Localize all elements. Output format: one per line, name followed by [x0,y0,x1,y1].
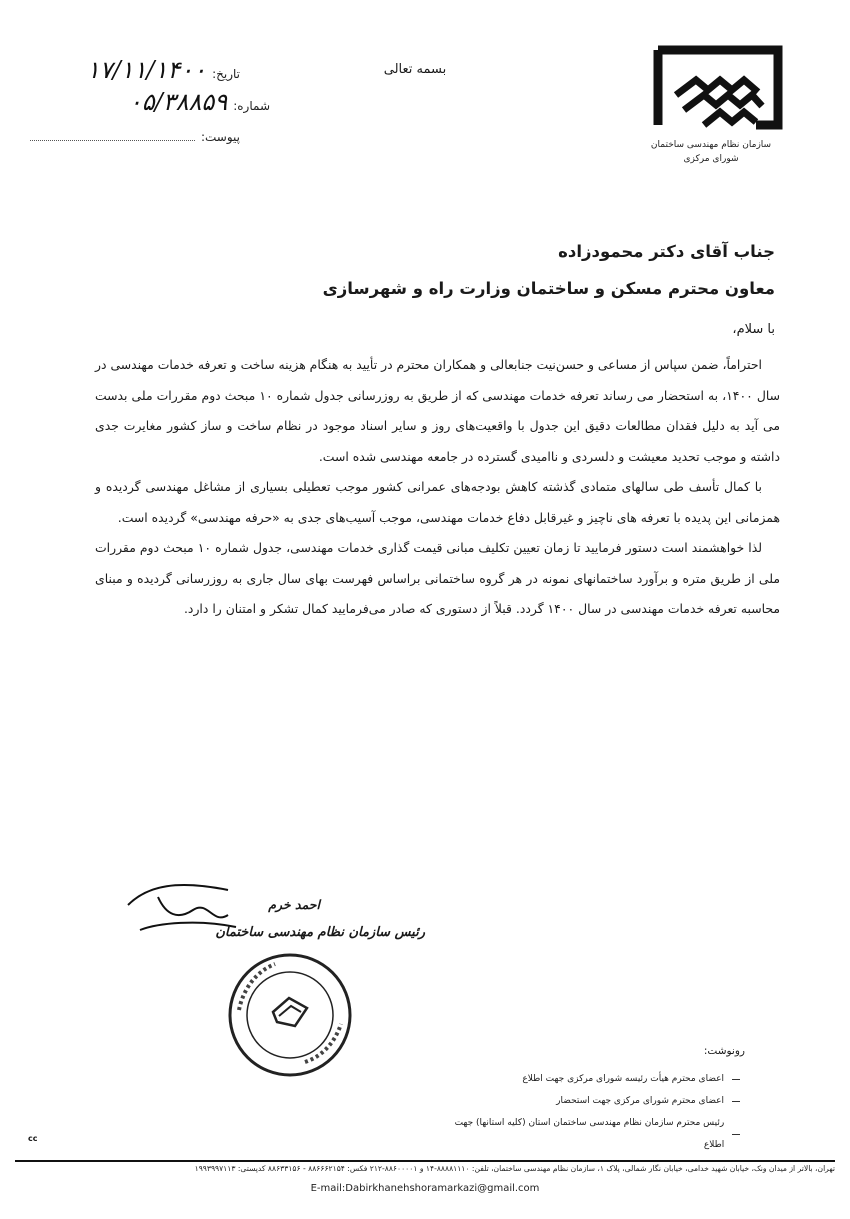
dash [732,1134,740,1135]
cc-list [440,1068,740,1156]
number-value: ۰۵/۳۸۸۵۹ [128,88,228,116]
number-label: شماره: [233,99,270,113]
paragraph: لذا خواهشمند است دستور فرمایید تا زمان تعیین تکلیف مبانی قیمت گذاری خدمات مهندسی، جدول شماره ۱۰ مبحث دوم مقررات ملی از طریق متره و برآورد ساختمانهای نمونه در هر گروه ساختمانی براساس فهرست بهای سال جاری به روزرسانی گردیده و مبنای محاسبه تعرفه خدمات مهندسی در سال ۱۴۰۰ گردد. قبلاً از دستوری که صادر می‌فرمایید کمال تشکر و امتنان را دارد. [95,540,780,616]
footer-address: تهران، بالاتر از میدان ونک، خیابان شهید خدامی، خیابان نگار شمالی، پلاک ۱، سازمان نظام مهندسی ساختمان، تلفن: ۸۸۸۸۱۱۱۰-۱۴ و ۸۸۶۰۰۰۰۱-۲۱۲ فکس: ۸۸۶۶۶۲۱۵۴ - ۸۸۶۳۳۱۵۶ کدپستی: ۱۹۹۳۹۹۷۱۱۳ [194,1164,835,1173]
recipient-name: جناب آقای دکتر محمودزاده [558,242,775,261]
attachment-field [30,130,240,144]
copy-mark: cc [28,1134,38,1143]
paragraph: با کمال تأسف طی سالهای متمادی گذشته کاهش بودجه‌های عمرانی کشور موجب تعطیلی بسیاری از مشاغل مهندسی گردیده و همزمانی این پدیده با تعرفه های ناچیز و غیرقابل دفاع خدمات مهندسی، موجب آسیب‌های جدی به «حرفه مهندسی» گردیده است. [95,479,780,525]
attachment-line [30,130,195,141]
basmala: بسمه تعالی [383,62,447,77]
cc-item: اعضای محترم شورای مرکزی جهت استحضار [440,1090,740,1112]
cc-item: رئیس محترم سازمان نظام مهندسی ساختمان استان (کلیه استانها) جهت اطلاع [440,1112,740,1156]
signer-name: احمد خرم [268,897,320,912]
organization-logo [648,40,788,190]
org-subname: شورای مرکزی [683,154,739,164]
salutation: با سلام، [732,322,775,337]
footer-divider [15,1160,835,1162]
dash [732,1101,740,1102]
logo-caption [650,138,772,166]
recipient-block [200,233,775,307]
number-field [30,88,270,116]
cc-heading: رونوشت: [703,1045,745,1057]
date-label: تاریخ: [212,67,240,81]
recipient-title: معاون محترم مسکن و ساختمان وزارت راه و شهرسازی [322,279,775,298]
org-name: سازمان نظام مهندسی ساختمان [650,140,772,150]
attachment-label: پیوست: [200,130,240,144]
footer-email: E-mail:Dabirkhanehshoramarkazi@gmail.com [310,1183,540,1194]
signer-title: رئیس سازمان نظام مهندسی ساختمان [215,925,425,940]
dash [732,1079,740,1080]
letter-body [95,350,780,625]
date-value: ۱۷/۱۱/۱۴۰۰ [86,56,207,84]
date-field [30,56,240,84]
cc-item: اعضای محترم هیأت رئیسه شورای مرکزی جهت اطلاع [440,1068,740,1090]
handwritten-signature [118,875,248,955]
official-seal [225,950,355,1080]
logo-mark-icon [648,40,788,140]
paragraph: احتراماً، ضمن سپاس از مساعی و حسن‌نیت جنابعالی و همکاران محترم در تأیید به هنگام هزینه ساخت و تعرفه خدمات مهندسی در سال ۱۴۰۰، به استحضار می رساند تعرفه خدمات مهندسی که از طریق به روزرسانی جدول شماره ۱۰ مبحث دوم مقررات ملی بدست می آید به دلیل فقدان مطالعات دقیق این جدول با واقعیت‌های روز و سایر اسناد موجود در نظام ساخت و ساز کشور مغایرت جدی داشته و موجب تحدید معیشت و دلسردی و ناامیدی گسترده در جامعه مهندسی شده است. [95,357,780,464]
